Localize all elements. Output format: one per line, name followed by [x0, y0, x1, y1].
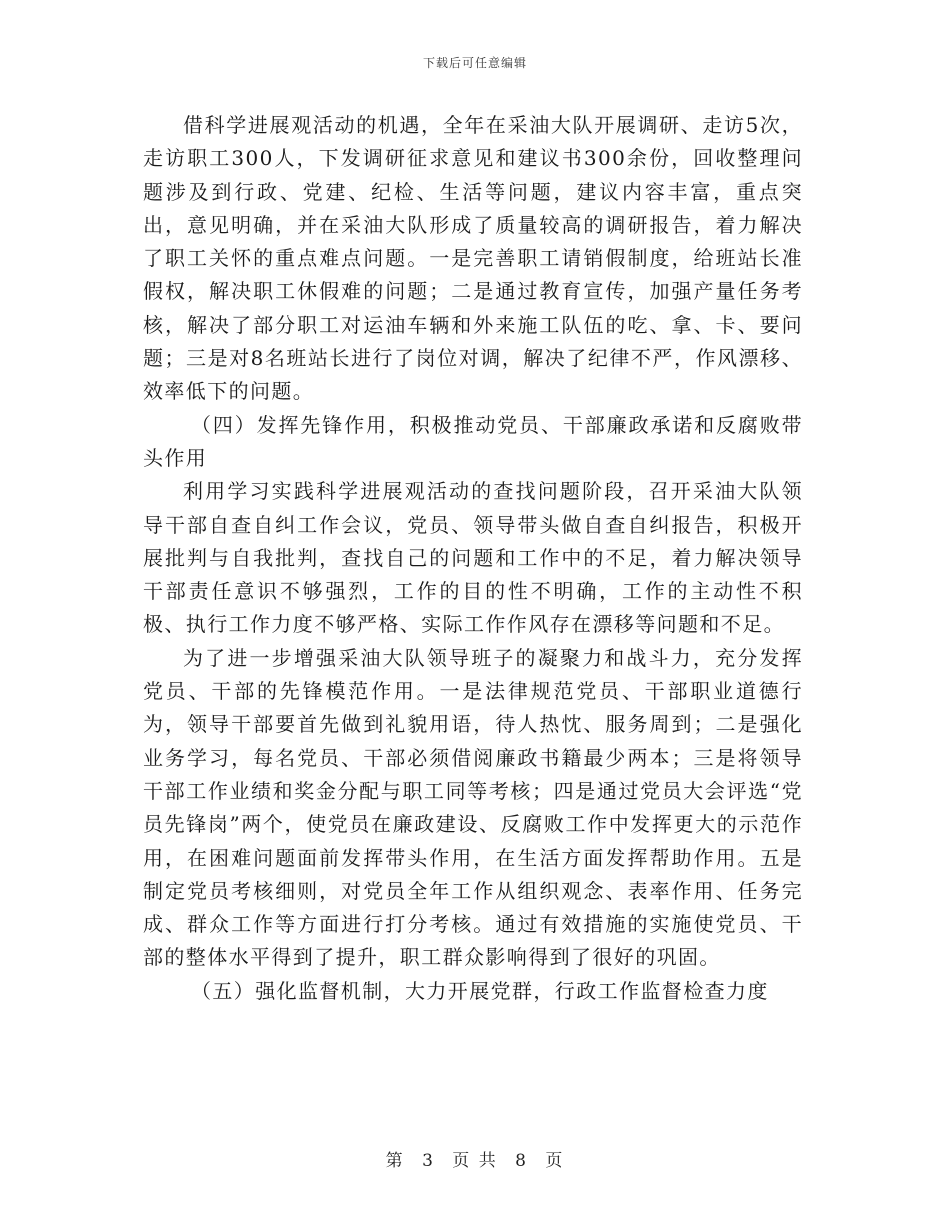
section-heading-5: （五）强化监督机制，大力开展党群，行政工作监督检查力度 — [191, 978, 769, 1003]
current-page-number: 3 — [422, 1151, 435, 1171]
header-note: 下载后可任意编辑 — [422, 56, 527, 70]
section-heading-4: （四）发挥先锋作用，积极推动党员、干部廉政承诺和反腐败带头作用 — [143, 412, 803, 470]
document-body — [143, 109, 803, 1008]
footer-suffix: 页 — [545, 1151, 565, 1171]
footer-prefix: 第 — [385, 1151, 405, 1171]
paragraph-self-review: 利用学习实践科学进展观活动的查找问题阶段，召开采油大队领导干部自查自纠工作会议，党员、领导带头做自查自纠报告，积极开展批判与自我批判，查找自己的问题和工作中的不足，着力解决领导干部责任意识不够强烈，工作的目的性不明确，工作的主动性不积极、执行工作力度不够严格、实际工作作风存在漂移等问题和不足。 — [143, 479, 803, 637]
paragraph-leadership: 为了进一步增强采油大队领导班子的凝聚力和战斗力，充分发挥党员、干部的先锋模范作用。一是法律规范党员、干部职业道德行为，领导干部要首先做到礼貌用语，待人热忱、服务周到；二是强化业务学习，每名党员、干部必须借阅廉政书籍最少两本；三是将领导干部工作业绩和奖金分配与职工同等考核；四是通过党员大会评选“党员先锋岗”两个，使党员在廉政建设、反腐败工作中发挥更大的示范作用，在困难问题面前发挥带头作用，在生活方面发挥帮助作用。五是制定党员考核细则，对党员全年工作从组织观念、表率作用、任务完成、群众工作等方面进行打分考核。通过有效措施的实施使党员、干部的整体水平得到了提升，职工群众影响得到了很好的巩固。 — [143, 645, 803, 970]
paragraph-survey: 借科学进展观活动的机遇，全年在采油大队开展调研、走访5次，走访职工300人，下发调研征求意见和建议书300余份，回收整理问题涉及到行政、党建、纪检、生活等问题，建议内容丰富，重点突出，意见明确，并在采油大队形成了质量较高的调研报告，着力解决了职工关怀的重点难点问题。一是完善职工请销假制度，给班站长准假权，解决职工休假难的问题；二是通过教育宣传，加强产量任务考核，解决了部分职工对运油车辆和外来施工队伍的吃、拿、卡、要问题；三是对8名班站长进行了岗位对调，解决了纪律不严，作风漂移、效率低下的问题。 — [143, 113, 803, 404]
footer-middle: 页 共 — [452, 1151, 498, 1171]
page-footer — [0, 1146, 950, 1171]
total-pages-number: 8 — [515, 1151, 528, 1171]
